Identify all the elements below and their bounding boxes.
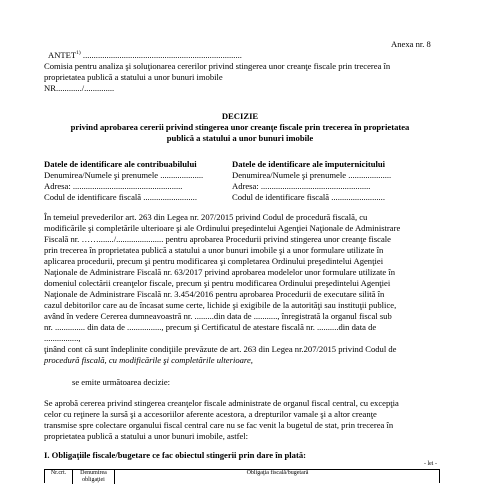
legal-line: prin trecerea în proprietatea publică a statului a unor bunuri imobile şi a unor formulare utilizate în — [44, 245, 384, 255]
representative-block — [232, 159, 391, 203]
approval-line: transmise spre colectare organului fiscal central care nu se fac venit la bugetul de stat, prin trecerea în — [44, 420, 394, 430]
currency-unit: - lei - — [424, 461, 437, 467]
antet-footnote-mark: 1) — [76, 50, 81, 57]
legal-line: având în vedere Cererea dumneavoastră nr. .........din data de ..........., înregistrată la organul fiscal sub — [44, 311, 392, 321]
table-header-cell: Nr.crt. — [45, 470, 73, 484]
section-heading: I. Obligaţiile fiscale/bugetare ce fac obiectul stingerii prin dare în plată: — [44, 450, 307, 460]
document-subtitle-line: publică a statului a unor bunuri imobile — [166, 133, 314, 143]
annex-number: Anexa nr. 8 — [391, 39, 431, 49]
approval-line: celor cu reţinere la sursă şi a accesoriilor aferente acestora, a drepturilor vamale şi a altor creanţe — [44, 409, 377, 419]
contributor-field: Adresa: ................................................... — [44, 181, 183, 191]
legal-line: Naţionale de Administrare Fiscală nr. 3.454/2016 pentru aprobarea Procedurii de executare silită în — [44, 289, 385, 299]
legal-line: ................, — [44, 333, 81, 343]
table-header-cell: Obligaţia fiscală/bugetară — [246, 470, 309, 476]
legal-line: Naţionale de Administrare Fiscală nr. 63/2017 privind aprobarea modelelor unor formulare utilizate în — [44, 267, 396, 277]
obligations-table — [44, 469, 440, 483]
issued-statement: se emite următoarea decizie: — [72, 377, 171, 387]
legal-line: domeniul colectării creanţelor fiscale, precum şi pentru modificarea Ordinului preşedintelui Agenţiei — [44, 278, 391, 288]
header-line: Comisia pentru analiza şi soluţionarea cererilor privind stingerea unor creanţe fiscale prin trecerea în — [44, 61, 391, 71]
representative-heading: Datele de identificare ale împuternicitului — [232, 159, 386, 169]
legal-line: aplicarea procedurii, precum şi pentru modificarea şi completarea Ordinului preşedintelui Agenţiei — [44, 256, 384, 266]
document-subtitle-line: privind aprobarea cererii privind stingerea unor creanţe fiscale prin trecerea în proprietatea — [70, 122, 410, 132]
document-title: DECIZIE — [221, 111, 259, 121]
contributor-block — [44, 159, 203, 203]
header-line: proprietatea publică a statului a unor bunuri imobile — [44, 72, 223, 82]
approval-paragraph — [44, 398, 399, 442]
table-header-cell: Denumirea obligaţiei — [73, 470, 115, 484]
legal-line: cazul debitorilor care au de încasat sume certe, lichide şi exigibile de la autorităţi sau instituţii publice, — [44, 300, 397, 310]
contributor-heading: Datele de identificare ale contribuabilului — [44, 159, 197, 169]
legal-line: În temeiul prevederilor art. 263 din Legea nr. 207/2015 privind Codul de procedură fiscală, cu — [44, 212, 368, 222]
approval-line: proprietatea publică a statului a unor bunuri imobile, astfel: — [44, 431, 249, 441]
header-block — [44, 61, 390, 94]
legal-line: procedură fiscală, cu modificările şi completările ulterioare, — [44, 355, 253, 365]
representative-field: Adresa: ................................................... — [232, 181, 371, 191]
legal-line: Fiscală nr. ……......./...................... pentru aprobarea Procedurii privind stingerea unor creanţe fiscale — [44, 234, 391, 244]
legal-line: ţinând cont că sunt îndeplinite condiţiile prevăzute de art. 263 din Legea nr.207/2015 privind Codul de — [44, 344, 397, 354]
representative-field: Codul de identificare fiscală ......................... — [232, 192, 385, 202]
antet-line — [48, 50, 242, 61]
antet-label: ANTET — [48, 50, 77, 60]
contributor-field: Denumirea/Numele şi prenumele .................... — [44, 170, 204, 180]
contributor-field: Codul de identificare fiscală ......................... — [44, 192, 197, 202]
legal-line: modificările şi completările ulterioare şi ale Ordinului preşedintelui Agenţiei Naţionale de Administrare — [44, 223, 401, 233]
nr-line: NR............/.............. — [44, 83, 115, 93]
approval-line: Se aprobă cererea privind stingerea creanţelor fiscale administrate de organul fiscal central, cu excepţia — [44, 398, 399, 408]
legal-line: nr. .............. din data de ................, precum şi Certificatul de atestare fiscală nr. ..........din data de — [44, 322, 377, 332]
representative-field: Denumirea/Numele şi prenumele .................... — [232, 170, 392, 180]
antet-dots: .......................................................................... — [80, 50, 242, 60]
legal-basis-paragraph — [44, 212, 400, 366]
